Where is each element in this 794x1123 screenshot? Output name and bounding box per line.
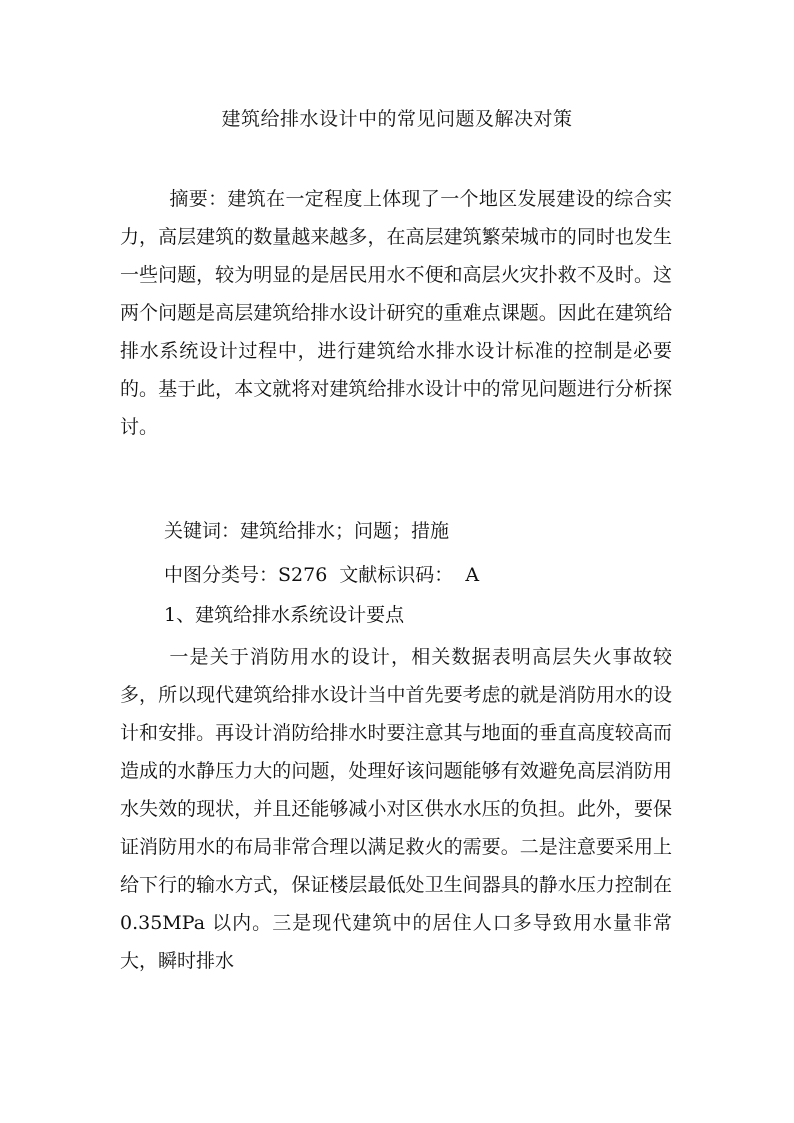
body-paragraph: 一是关于消防用水的设计，相关数据表明高层失火事故较多，所以现代建筑给排水设计当中首先要考虑的就是消防用水的设计和安排。再设计消防给排水时要注意其与地面的垂直高度较高而造成的水静压力大的问题，处理好该问题能够有效避免高层消防用水失效的现状，并且还能够减小对区供水水压的负担。此外，要保证消防用水的布局非常合理以满足救火的需要。二是注意要采用上给下行的输水方式，保证楼层最低处卫生间器具的静水压力控制在 0.35MPa 以内。三是现代建筑中的居住人口多导致用水量非常大，瞬时排水 <box>120 646 672 972</box>
section-heading: 1、建筑给排水系统设计要点 <box>164 604 405 626</box>
keywords-line: 关键词：建筑给排水；问题；措施 <box>164 520 450 542</box>
abstract-paragraph: 摘要：建筑在一定程度上体现了一个地区发展建设的综合实力，高层建筑的数量越来越多，在高层建筑繁荣城市的同时也发生一些问题，较为明显的是居民用水不便和高层火灾扑救不及时。这两个问题是高层建筑给排水设计研究的重难点课题。因此在建筑给排水系统设计过程中，进行建筑给水排水设计标准的控制是必要的。基于此，本文就将对建筑给排水设计中的常见问题进行分析探讨。 <box>120 188 672 438</box>
clc-value: S276 <box>278 564 328 586</box>
document-title: 建筑给排水设计中的常见问题及解决对策 <box>221 108 573 130</box>
doc-code-value: A <box>465 564 480 586</box>
clc-label: 中图分类号： <box>164 564 279 586</box>
classification-line <box>164 560 479 587</box>
doc-code-label: 文献标识码： <box>339 564 454 586</box>
